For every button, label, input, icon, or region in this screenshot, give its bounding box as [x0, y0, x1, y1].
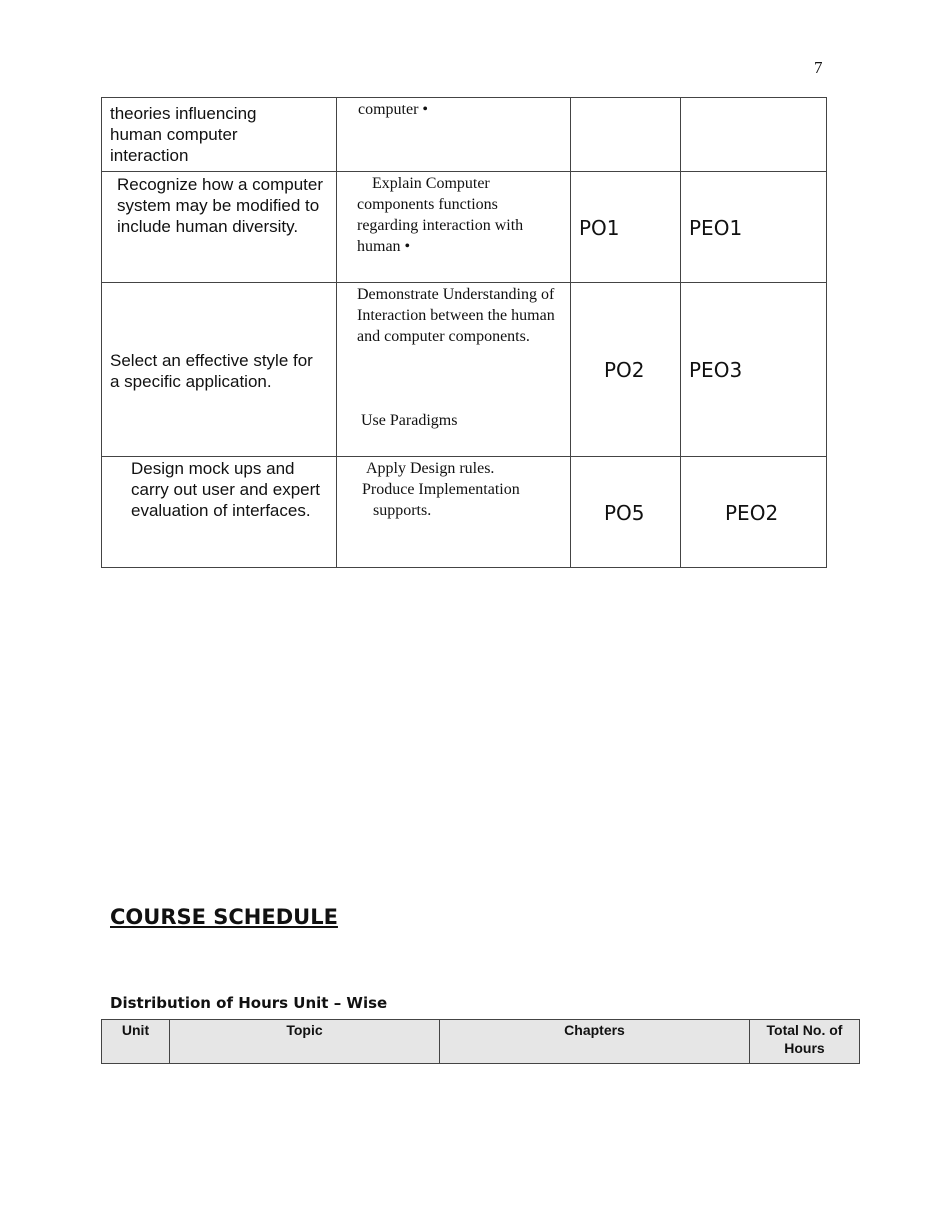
peo-cell	[681, 457, 827, 568]
outcome-text: Recognize how a computer system may be modified to include human diversity.	[117, 175, 324, 236]
po-cell	[571, 172, 681, 283]
schedule-table	[101, 1019, 860, 1064]
activity-text: Apply Design rules.	[366, 460, 495, 477]
section-subtitle: Distribution of Hours Unit – Wise	[110, 994, 388, 1012]
outcome-text: Select an effective style for a specific application.	[110, 351, 313, 391]
peo-code: PEO3	[689, 358, 743, 382]
po-code: PO1	[579, 216, 620, 240]
activity-text: Explain Computer components functions regarding interaction with human •	[357, 175, 524, 255]
outcome-cell	[102, 283, 337, 457]
outcomes-table	[101, 97, 827, 568]
peo-code: PEO2	[725, 501, 779, 525]
peo-cell	[681, 172, 827, 283]
outcome-cell	[102, 457, 337, 568]
table-row	[102, 457, 827, 568]
activity-cell	[337, 457, 571, 568]
outcome-text: Design mock ups and carry out user and expert evaluation of interfaces.	[131, 459, 320, 520]
section-title: COURSE SCHEDULE	[110, 905, 338, 929]
column-header-unit: Unit	[102, 1020, 170, 1064]
column-header-topic: Topic	[170, 1020, 440, 1064]
peo-cell	[681, 98, 827, 172]
po-cell	[571, 457, 681, 568]
activity-cell	[337, 283, 571, 457]
peo-code: PEO1	[689, 216, 743, 240]
activity-cell	[337, 172, 571, 283]
page-number: 7	[814, 58, 823, 77]
activity-text: Use Paradigms	[361, 412, 458, 429]
table-row	[102, 283, 827, 457]
activity-text: supports.	[373, 502, 432, 519]
column-header-chapters: Chapters	[440, 1020, 750, 1064]
po-cell	[571, 283, 681, 457]
activity-text: Produce Implementation	[362, 481, 520, 498]
table-row	[102, 98, 827, 172]
po-cell	[571, 98, 681, 172]
peo-cell	[681, 283, 827, 457]
activity-text: computer •	[358, 101, 429, 118]
outcome-cell	[102, 98, 337, 172]
table-header-row	[102, 1020, 860, 1064]
po-code: PO5	[604, 501, 645, 525]
po-code: PO2	[604, 358, 645, 382]
activity-text: Demonstrate Understanding of Interaction between the human and computer components.	[357, 286, 555, 345]
outcome-text: theories influencing human computer interaction	[110, 104, 257, 165]
outcome-cell	[102, 172, 337, 283]
column-header-total-hours: Total No. of Hours	[750, 1020, 860, 1064]
activity-cell	[337, 98, 571, 172]
table-row	[102, 172, 827, 283]
